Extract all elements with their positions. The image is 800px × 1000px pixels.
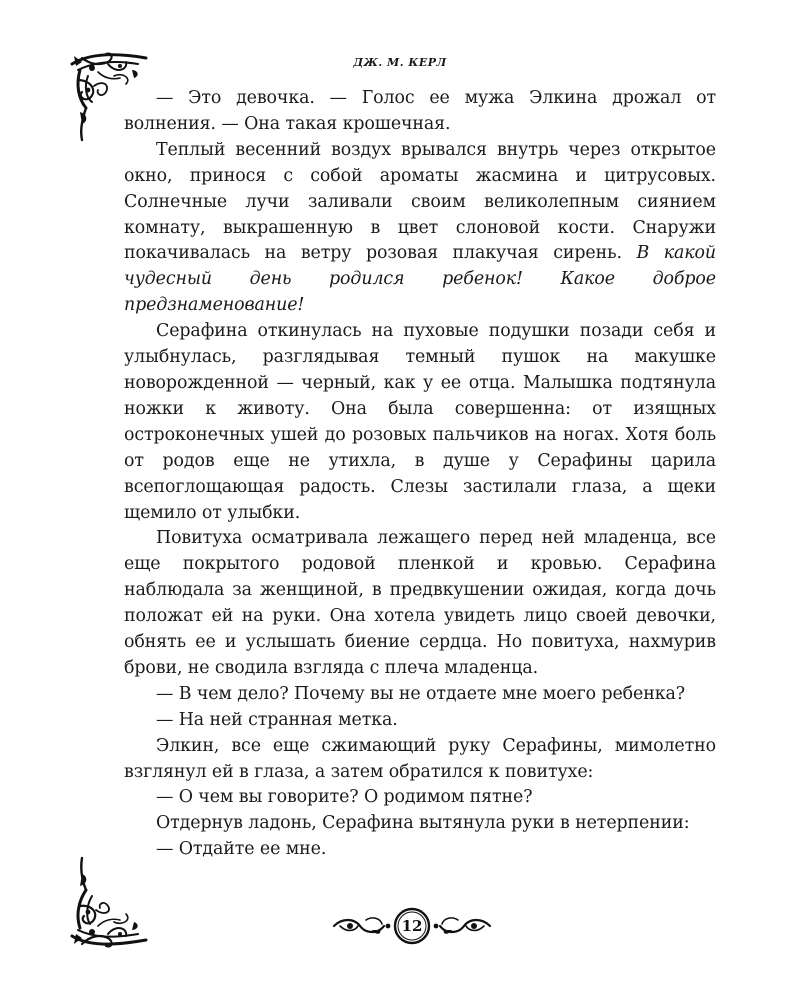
page-number: 12 — [401, 917, 423, 935]
paragraph: — В чем дело? Почему вы не отдаете мне моего ребенка? — [156, 683, 685, 704]
paragraph — [124, 138, 716, 319]
paragraph: — О чем вы говорите? О родимом пятне? — [156, 787, 533, 808]
paragraph: Повитуха осматривала лежащего перед ней младенца, все еще покрытого родовой пленкой и кровью. Серафина наблюдала за женщиной, в предвкушении ожидая, когда дочь положат ей на руки. Она хотела увидеть лицо своей девочки, обнять ее и услышать биение сердца. Но повитуха, нахмурив брови, не сводила взгляда с плеча младенца. — [124, 528, 716, 678]
paragraph-text: Теплый весенний воздух врывался внутрь через открытое окно, принося с собой ароматы жасмина и цитрусовых. Солнечные лучи заливали своим великолепным сиянием комнату, выкрашенную в цвет слоновой кости. Снаружи покачивалась на ветру розовая плакучая сирень. — [124, 139, 716, 264]
paragraph: — Отдайте ее мне. — [156, 839, 327, 860]
text-body — [124, 86, 716, 863]
paragraph: — Это девочка. — Голос ее мужа Элкина дрожал от волнения. — Она такая крошечная. — [124, 88, 716, 134]
paragraph: Элкин, все еще сжимающий руку Серафины, мимолетно взглянул ей в глаза, а затем обратился к повитухе: — [124, 735, 716, 782]
paragraph: Отдернув ладонь, Серафина вытянула руки в нетерпении: — [156, 813, 690, 834]
paragraph-italic-text: В какой чудесный день родился ребенок! Какое доброе предзнаменование! — [124, 243, 717, 316]
running-header: ДЖ. М. КЕРЛ — [353, 56, 447, 69]
page-number-ornament — [332, 906, 492, 946]
paragraph: — На ней странная метка. — [156, 709, 398, 730]
corner-ornament-bottom-left — [68, 856, 150, 948]
paragraph: Серафина откинулась на пуховые подушки позади себя и улыбнулась, разглядывая темный пушок на макушке новорожденной — черный, как у ее отца. Малышка подтянула ножки к животу. Она была совершенна: от изящных остроконечных ушей до розовых пальчиков на ногах. Хотя боль от родов еще не утихла, в душе у Серафины царила всепоглощающая радость. Слезы застилали глаза, а щеки щемило от улыбки. — [124, 321, 716, 523]
